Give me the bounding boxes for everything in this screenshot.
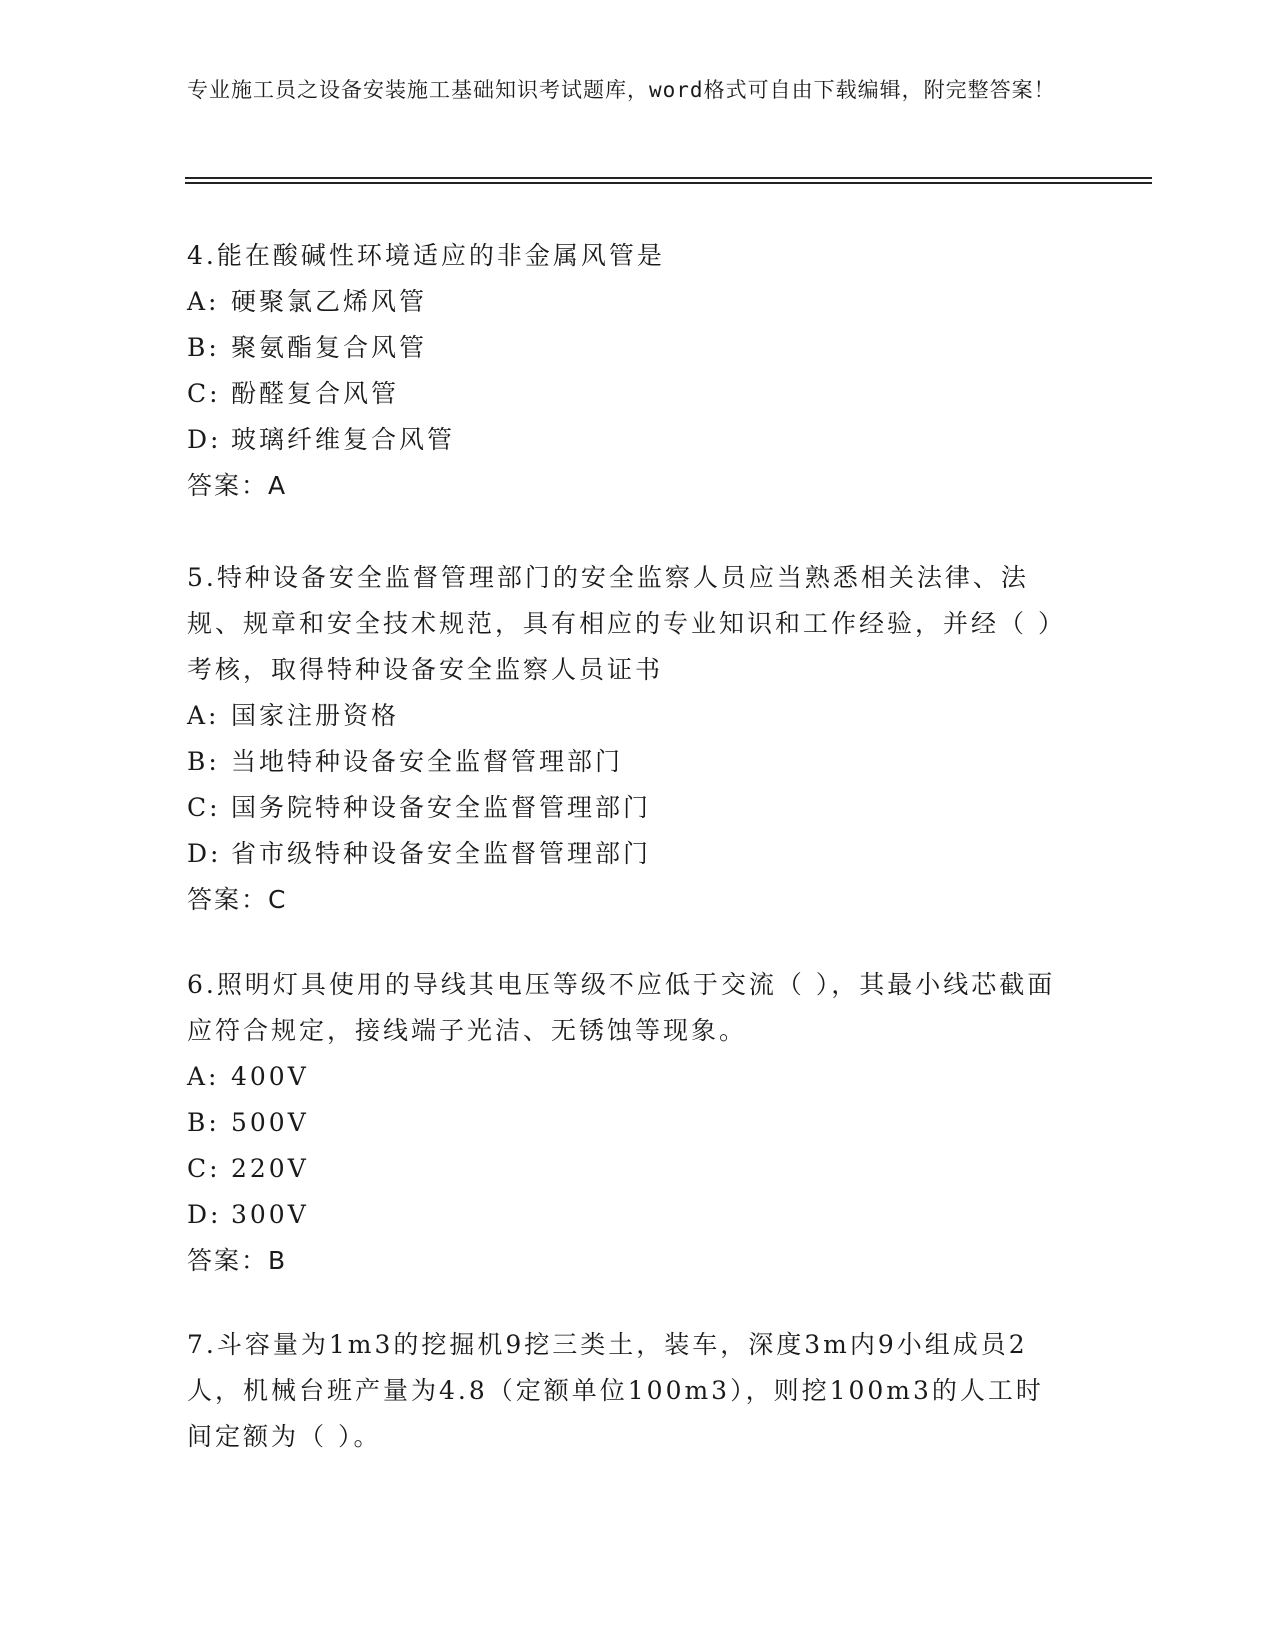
option-b	[187, 739, 1067, 785]
option-c	[187, 371, 1067, 417]
option-a	[187, 279, 1067, 325]
header-divider-bottom	[185, 182, 1152, 184]
question-stem: 6.照明灯具使用的导线其电压等级不应低于交流（ ），其最小线芯截面应符合规定，接线端子光洁、无锈蚀等现象。	[187, 970, 1056, 1045]
option-b	[187, 1100, 1067, 1146]
option-a	[187, 1054, 1067, 1100]
option-text: 省市级特种设备安全监督管理部门	[231, 839, 652, 868]
option-text: 聚氨酯复合风管	[231, 333, 428, 362]
option-key: D:	[187, 425, 222, 454]
option-key: B:	[187, 333, 220, 362]
question-stem: 5.特种设备安全监督管理部门的安全监察人员应当熟悉相关法律、法规、规章和安全技术规范，具有相应的专业知识和工作经验，并经（ ）考核，取得特种设备安全监察人员证书	[187, 563, 1066, 684]
option-key: A:	[187, 287, 220, 316]
header-divider-top	[185, 177, 1152, 179]
question-stem: 4.能在酸碱性环境适应的非金属风管是	[187, 241, 665, 270]
option-text: 酚醛复合风管	[231, 379, 400, 408]
option-key: B:	[187, 747, 220, 776]
option-key: C:	[187, 1154, 221, 1183]
option-key: C:	[187, 793, 221, 822]
option-key: A:	[187, 1062, 220, 1091]
option-key: B:	[187, 1108, 220, 1137]
question-5	[187, 555, 1067, 923]
document-header: 专业施工员之设备安装施工基础知识考试题库，word格式可自由下载编辑，附完整答案！	[187, 78, 1056, 102]
question-7	[187, 1322, 1067, 1460]
option-text: 玻璃纤维复合风管	[231, 425, 456, 454]
answer-line: 答案：A	[187, 471, 288, 500]
option-b	[187, 325, 1067, 371]
option-a	[187, 693, 1067, 739]
option-d	[187, 417, 1067, 463]
question-stem: 7.斗容量为1m3的挖掘机9挖三类土，装车，深度3m内9小组成员2人，机械台班产量为4.8（定额单位100m3），则挖100m3的人工时间定额为（ ）。	[187, 1330, 1044, 1451]
option-key: D:	[187, 839, 222, 868]
option-key: C:	[187, 379, 221, 408]
option-c	[187, 785, 1067, 831]
answer-line: 答案：B	[187, 1246, 288, 1275]
question-6	[187, 962, 1067, 1284]
option-key: D:	[187, 1200, 222, 1229]
answer-line: 答案：C	[187, 885, 288, 914]
option-key: A:	[187, 701, 220, 730]
option-c	[187, 1146, 1067, 1192]
option-text: 当地特种设备安全监督管理部门	[231, 747, 624, 776]
option-text: 硬聚氯乙烯风管	[231, 287, 428, 316]
option-text: 300V	[231, 1200, 309, 1229]
option-text: 国家注册资格	[231, 701, 400, 730]
question-4	[187, 233, 1067, 509]
option-text: 国务院特种设备安全监督管理部门	[231, 793, 652, 822]
option-text: 500V	[231, 1108, 309, 1137]
option-d	[187, 1192, 1067, 1238]
option-text: 220V	[231, 1154, 309, 1183]
option-text: 400V	[231, 1062, 309, 1091]
option-d	[187, 831, 1067, 877]
